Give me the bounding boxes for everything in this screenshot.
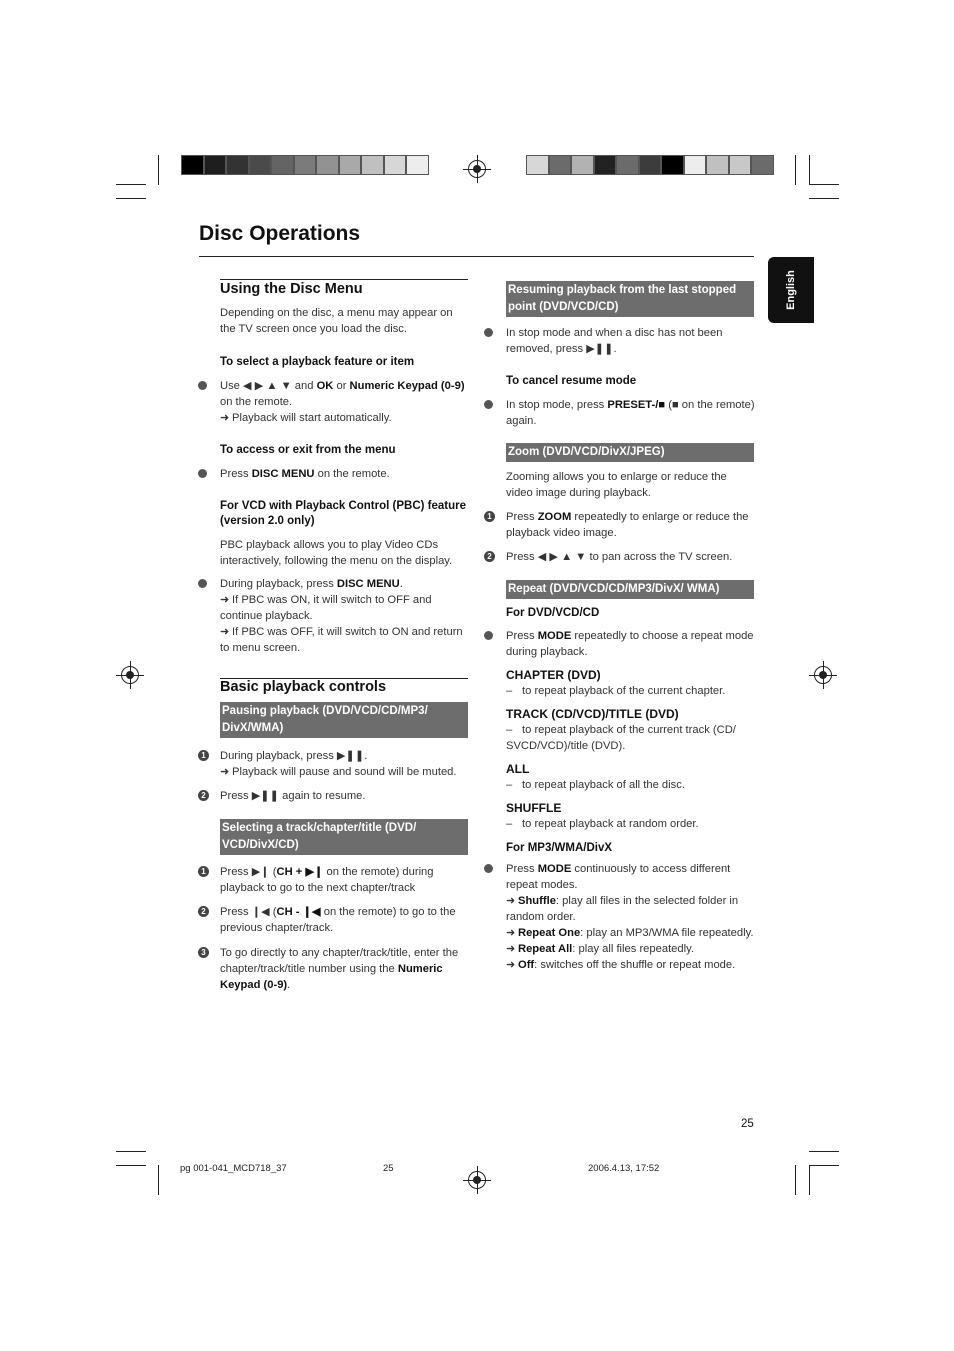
color-swatch bbox=[706, 155, 729, 175]
paragraph: Zooming allows you to enlarge or reduce the video image during playback. bbox=[506, 471, 727, 499]
list-item: Use ◀ ▶ ▲ ▼ and OK or Numeric Keypad (0-9) on the remote. ➜ Playback will start automatically. bbox=[199, 378, 470, 426]
footer-page: 25 bbox=[383, 1163, 394, 1174]
bullet-icon bbox=[484, 631, 493, 640]
color-swatch bbox=[316, 155, 339, 175]
left-column-basic bbox=[201, 679, 470, 993]
title-rule bbox=[199, 256, 754, 257]
bullet-icon bbox=[484, 864, 493, 873]
list-item: 3 To go directly to any chapter/track/title, enter the chapter/track/title number using the Numeric Keypad (0-9). bbox=[199, 945, 470, 993]
color-swatch bbox=[406, 155, 429, 175]
color-swatch bbox=[271, 155, 294, 175]
paragraph: PBC playback allows you to play Video CDs interactively, following the menu on the display. bbox=[220, 539, 453, 567]
registration-mark-icon bbox=[468, 160, 486, 178]
arrow-icon: ➜ bbox=[220, 766, 230, 778]
list-item: Press MODE repeatedly to choose a repeat mode during playback. bbox=[485, 628, 756, 660]
color-swatch bbox=[571, 155, 594, 175]
arrow-icon: ➜ bbox=[220, 594, 230, 606]
crop-mark bbox=[116, 1151, 146, 1152]
section-bar: Repeat (DVD/VCD/CD/MP3/DivX/ WMA) bbox=[506, 580, 754, 599]
section-rule bbox=[220, 279, 468, 280]
crop-mark bbox=[809, 198, 839, 199]
list-item: Press DISC MENU on the remote. bbox=[199, 466, 470, 482]
color-swatch bbox=[204, 155, 227, 175]
bullet-icon bbox=[198, 469, 207, 478]
bullet-icon bbox=[484, 400, 493, 409]
page-number: 25 bbox=[741, 1118, 754, 1130]
bullet-icon bbox=[198, 381, 207, 390]
registration-mark-icon bbox=[468, 1171, 486, 1189]
list-item: 2 Press ❙◀ (CH - ❙◀ on the remote) to go to the previous chapter/track. bbox=[199, 904, 470, 936]
section-bar: Resuming playback from the last stopped point (DVD/VCD/CD) bbox=[506, 281, 754, 317]
crop-mark bbox=[116, 1165, 146, 1166]
crop-mark bbox=[116, 198, 146, 199]
registration-mark-icon bbox=[121, 666, 139, 684]
step-number-icon: 1 bbox=[198, 750, 209, 761]
color-swatch bbox=[249, 155, 272, 175]
step-number-icon: 3 bbox=[198, 947, 209, 958]
list-item: In stop mode, press PRESET-/■ (■ on the remote) again. bbox=[485, 397, 756, 429]
arrow-icon: ➜ bbox=[506, 927, 516, 939]
step-number-icon: 2 bbox=[484, 551, 495, 562]
subheading: TRACK (CD/VCD)/TITLE (DVD) bbox=[506, 707, 679, 721]
language-tab bbox=[768, 257, 814, 323]
subheading: For DVD/VCD/CD bbox=[506, 607, 600, 619]
paragraph: Depending on the disc, a menu may appear on the TV screen once you load the disc. bbox=[220, 307, 453, 335]
subheading: CHAPTER (DVD) bbox=[506, 668, 601, 682]
subheading: ALL bbox=[506, 762, 530, 776]
paragraph: – to repeat playback at random order. bbox=[506, 818, 699, 830]
color-swatch bbox=[361, 155, 384, 175]
subheading: For MP3/WMA/DivX bbox=[506, 842, 613, 854]
color-swatch bbox=[526, 155, 549, 175]
color-swatch bbox=[226, 155, 249, 175]
left-column-disc-menu bbox=[220, 281, 470, 656]
crop-mark bbox=[809, 155, 810, 185]
step-number-icon: 2 bbox=[198, 906, 209, 917]
color-swatch bbox=[181, 155, 204, 175]
color-swatch bbox=[594, 155, 617, 175]
color-swatch bbox=[729, 155, 752, 175]
crop-mark bbox=[158, 155, 159, 185]
bullet-icon bbox=[198, 579, 207, 588]
page-title: Disc Operations bbox=[199, 222, 361, 245]
arrow-icon: ➜ bbox=[220, 626, 230, 638]
list-item: During playback, press DISC MENU. ➜ If PBC was ON, it will switch to OFF and continue playback. ➜ If PBC was OFF, it will switch to ON and return to menu screen. bbox=[199, 576, 470, 656]
color-swatch bbox=[684, 155, 707, 175]
section-heading: Basic playback controls bbox=[220, 679, 387, 695]
footer-file: pg 001-041_MCD718_37 bbox=[180, 1163, 287, 1174]
paragraph: – to repeat playback of the current track (CD/ SVCD/VCD)/title (DVD). bbox=[506, 724, 736, 752]
section-bar: Zoom (DVD/VCD/DivX/JPEG) bbox=[506, 443, 754, 462]
list-item: In stop mode and when a disc has not been removed, press ▶❚❚. bbox=[485, 325, 756, 357]
subheading: To cancel resume mode bbox=[506, 375, 637, 387]
color-swatch bbox=[549, 155, 572, 175]
paragraph: – to repeat playback of all the disc. bbox=[506, 779, 685, 791]
bullet-icon bbox=[484, 328, 493, 337]
section-bar: Pausing playback (DVD/VCD/CD/MP3/ DivX/WMA) bbox=[220, 702, 468, 738]
crop-mark bbox=[795, 155, 796, 185]
crop-mark bbox=[809, 1151, 839, 1152]
list-item: 1 Press ZOOM repeatedly to enlarge or reduce the playback video image. bbox=[485, 509, 756, 541]
color-swatch bbox=[339, 155, 362, 175]
subheading: To select a playback feature or item bbox=[220, 356, 415, 368]
crop-mark bbox=[158, 1165, 159, 1195]
crop-mark bbox=[795, 1165, 796, 1195]
footer-date: 2006.4.13, 17:52 bbox=[588, 1163, 660, 1174]
paragraph: – to repeat playback of the current chapter. bbox=[506, 685, 726, 697]
subheading: To access or exit from the menu bbox=[220, 444, 396, 456]
arrow-icon: ➜ bbox=[220, 412, 230, 424]
list-item: 1 Press ▶❙ (CH + ▶❙ on the remote) during playback to go to the next chapter/track bbox=[199, 864, 470, 896]
color-swatch bbox=[294, 155, 317, 175]
step-number-icon: 1 bbox=[198, 866, 209, 877]
color-swatch bbox=[661, 155, 684, 175]
arrow-icon: ➜ bbox=[506, 959, 516, 971]
color-swatch bbox=[639, 155, 662, 175]
arrow-icon: ➜ bbox=[506, 943, 516, 955]
section-bar: Selecting a track/chapter/title (DVD/ VCD/DivX/CD) bbox=[220, 819, 468, 855]
crop-mark bbox=[116, 184, 146, 185]
list-item: Press MODE continuously to access different repeat modes. ➜ Shuffle: play all files in the selected folder in random order. ➜ Repeat One: play an MP3/WMA file repeatedly. ➜ Repeat All: play all files repeatedly. ➜ Off: switches off the shuffle or repeat mode. bbox=[485, 861, 756, 973]
subheading: SHUFFLE bbox=[506, 801, 562, 815]
subheading: For VCD with Playback Control (PBC) feature (version 2.0 only) bbox=[220, 500, 467, 527]
list-item: 2 Press ◀ ▶ ▲ ▼ to pan across the TV screen. bbox=[485, 549, 756, 565]
language-tab-label: English bbox=[785, 270, 797, 310]
crop-mark bbox=[809, 1165, 839, 1166]
list-item: 1 During playback, press ▶❚❚. ➜ Playback will pause and sound will be muted. bbox=[199, 748, 470, 780]
crop-mark bbox=[809, 1165, 810, 1195]
section-heading: Using the Disc Menu bbox=[220, 281, 363, 297]
registration-mark-icon bbox=[814, 666, 832, 684]
color-swatch bbox=[616, 155, 639, 175]
color-swatch bbox=[384, 155, 407, 175]
arrow-icon: ➜ bbox=[506, 895, 516, 907]
step-number-icon: 2 bbox=[198, 790, 209, 801]
color-swatch bbox=[751, 155, 774, 175]
list-item: 2 Press ▶❚❚ again to resume. bbox=[199, 788, 470, 804]
step-number-icon: 1 bbox=[484, 511, 495, 522]
right-column bbox=[487, 281, 756, 973]
crop-mark bbox=[809, 184, 839, 185]
